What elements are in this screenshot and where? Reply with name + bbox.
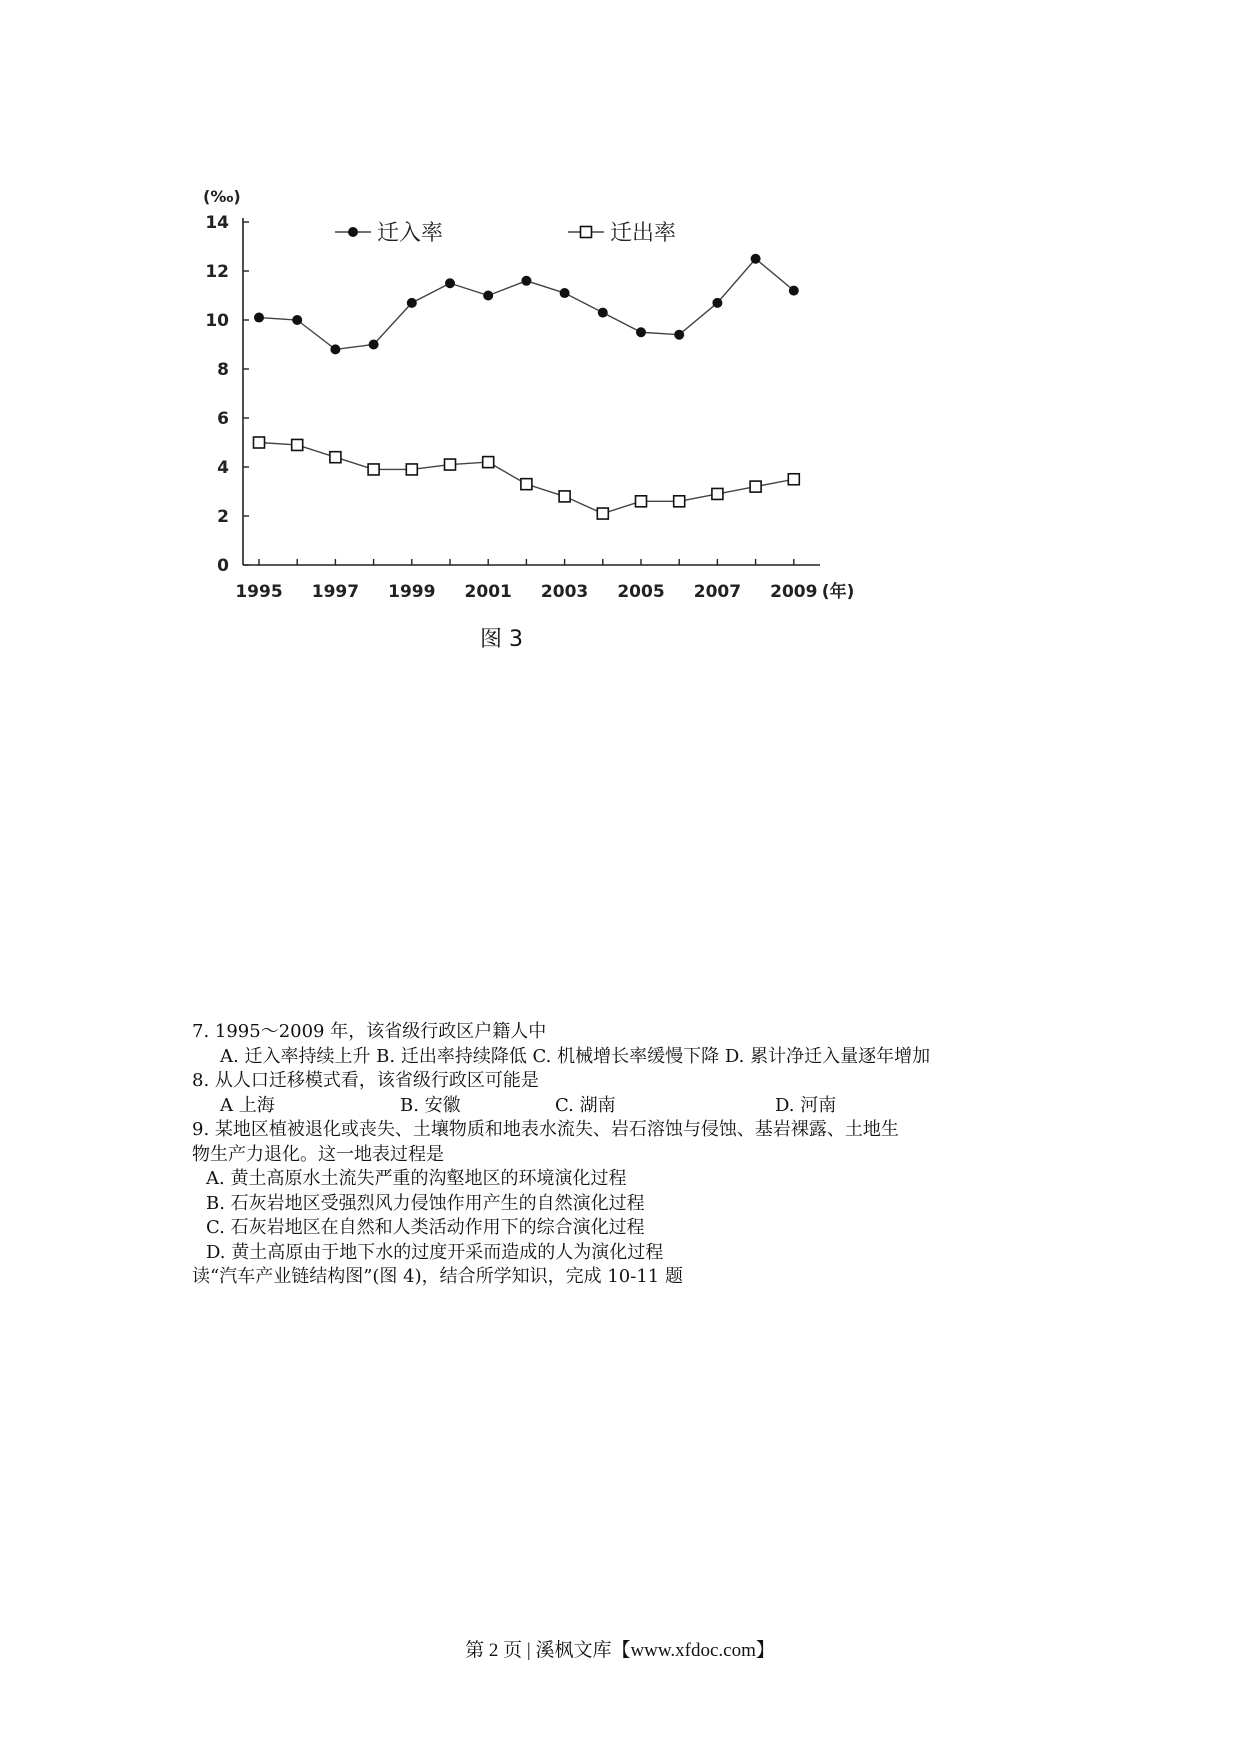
chart-series	[254, 254, 800, 519]
data-point	[674, 330, 684, 340]
data-point	[369, 340, 379, 350]
x-tick-label: 1999	[388, 582, 436, 602]
question-7-stem: 7. 1995～2009 年，该省级行政区户籍人中	[192, 1021, 547, 1042]
question-8-option-d: D. 河南	[775, 1094, 837, 1116]
question-9-option-c: C. 石灰岩地区在自然和人类活动作用下的综合演化过程	[206, 1217, 645, 1238]
data-point	[636, 327, 646, 337]
question-8-option-b: B. 安徽	[400, 1094, 461, 1116]
chart-legend	[335, 221, 676, 246]
data-point	[483, 291, 493, 301]
x-axis-unit: (年)	[821, 582, 855, 602]
y-tick-label: 14	[205, 213, 229, 233]
data-point	[292, 315, 302, 325]
question-9-option-a: A. 黄土高原水土流失严重的沟壑地区的环境演化过程	[206, 1168, 627, 1189]
x-tick-label: 2007	[693, 582, 742, 602]
x-tick-label: 2009	[770, 582, 818, 602]
legend-label: 迁入率	[377, 221, 444, 246]
data-point	[789, 286, 799, 296]
migration-rate-chart	[195, 170, 915, 625]
y-tick-label: 10	[205, 311, 229, 331]
data-point	[406, 464, 417, 475]
question-8-stem: 8. 从人口迁移模式看，该省级行政区可能是	[192, 1070, 539, 1091]
data-point	[407, 298, 417, 308]
data-point	[597, 508, 608, 519]
x-tick-label: 1995	[235, 582, 283, 602]
data-point	[788, 474, 799, 485]
data-point	[559, 491, 570, 502]
figure-caption: 图 3	[480, 627, 523, 652]
data-point	[483, 457, 494, 468]
question-7-options: A. 迁入率持续上升 B. 迁出率持续降低 C. 机械增长率缓慢下降 D. 累计净迁入量逐年增加	[220, 1045, 931, 1067]
data-point	[445, 278, 455, 288]
x-tick-label: 2003	[540, 582, 589, 602]
x-tick-label: 2001	[464, 582, 512, 602]
data-point	[254, 437, 265, 448]
data-point	[751, 254, 761, 264]
legend-marker	[348, 227, 358, 237]
question-8-options	[192, 1094, 1092, 1119]
x-tick-label: 1997	[311, 582, 360, 602]
data-point	[598, 308, 608, 318]
x-tick-label: 2005	[617, 582, 665, 602]
data-point	[521, 479, 532, 490]
data-point	[674, 496, 685, 507]
data-point	[254, 313, 264, 323]
y-tick-label: 4	[217, 458, 229, 478]
question-9-stem-line-1: 9. 某地区植被退化或丧失、土壤物质和地表水流失、岩石溶蚀与侵蚀、基岩裸露、土地生	[192, 1119, 899, 1140]
question-8-option-c: C. 湖南	[555, 1094, 616, 1116]
question-9-option-b: B. 石灰岩地区受强烈风力侵蚀作用产生的自然演化过程	[206, 1192, 645, 1214]
data-point	[521, 276, 531, 286]
data-point	[560, 288, 570, 298]
data-point	[292, 439, 303, 450]
y-tick-label: 12	[205, 262, 229, 282]
data-point	[330, 452, 341, 463]
question-10-11-lead-in: 读“汽车产业链结构图”(图 4)，结合所学知识，完成 10-11 题	[192, 1266, 683, 1287]
y-tick-label: 8	[217, 360, 229, 380]
page-footer: 第 2 页 | 溪枫文库【www.xfdoc.com】	[465, 1640, 775, 1661]
y-tick-label: 2	[217, 507, 229, 527]
y-tick-label: 6	[217, 409, 229, 429]
data-point	[445, 459, 456, 470]
y-tick-label: 0	[217, 556, 229, 576]
legend-marker	[581, 227, 592, 238]
data-point	[712, 298, 722, 308]
question-8-option-a: A 上海	[220, 1094, 275, 1116]
chart-axes	[203, 187, 820, 565]
data-point	[368, 464, 379, 475]
legend-label: 迁出率	[610, 221, 677, 246]
data-point	[636, 496, 647, 507]
question-block	[192, 1020, 1092, 1290]
question-9-option-d: D. 黄土高原由于地下水的过度开采而造成的人为演化过程	[206, 1241, 664, 1263]
y-axis-unit: (‰)	[203, 187, 241, 206]
data-point	[750, 481, 761, 492]
data-point	[712, 488, 723, 499]
question-9-stem-line-2: 物生产力退化。这一地表过程是	[192, 1143, 444, 1165]
data-point	[330, 344, 340, 354]
